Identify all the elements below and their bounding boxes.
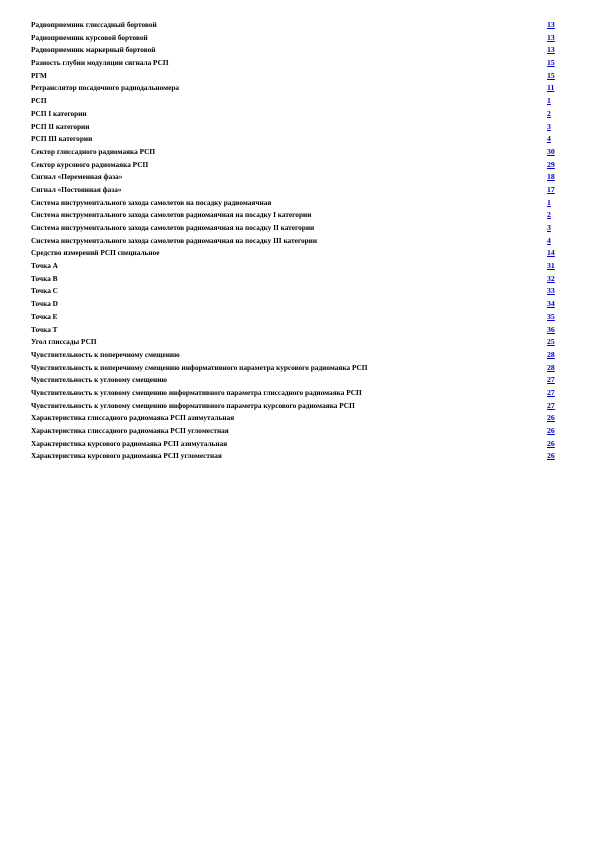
index-term: Разность глубин модуляции сигнала РСП bbox=[31, 58, 169, 68]
page-number-link[interactable]: 33 bbox=[547, 286, 555, 296]
index-entry bbox=[31, 260, 561, 273]
index-term: Чувствительность к поперечному смещению информативного параметра курсового радиомаяка РСП bbox=[31, 362, 368, 372]
page-number-link[interactable]: 32 bbox=[547, 273, 555, 283]
index-entry bbox=[31, 387, 561, 400]
index-entry bbox=[31, 184, 561, 197]
page-number-link[interactable]: 36 bbox=[547, 324, 555, 334]
page-number-link[interactable]: 28 bbox=[547, 362, 555, 372]
page-number-link[interactable]: 27 bbox=[547, 387, 555, 397]
page-number-link[interactable]: 26 bbox=[547, 438, 555, 448]
page-number-link[interactable]: 34 bbox=[547, 299, 555, 309]
index-entry bbox=[31, 298, 561, 311]
index-term: Система инструментального захода самолетов радиомаячная на посадку III категории bbox=[31, 235, 318, 245]
index-term: РСП bbox=[31, 96, 47, 106]
page-number-link[interactable]: 25 bbox=[547, 337, 555, 347]
index-entry bbox=[31, 438, 561, 451]
index-entry bbox=[31, 209, 561, 222]
index-entry bbox=[31, 171, 561, 184]
page-number-link[interactable]: 2 bbox=[547, 210, 551, 220]
index-term: Система инструментального захода самолетов на посадку радиомаячная bbox=[31, 197, 272, 207]
index-entry bbox=[31, 146, 561, 159]
page-number-link[interactable]: 3 bbox=[547, 121, 551, 131]
page-number-link[interactable]: 15 bbox=[547, 70, 555, 80]
index-term: Точка Т bbox=[31, 324, 58, 334]
index-entry bbox=[31, 400, 561, 413]
page-number-link[interactable]: 1 bbox=[547, 197, 551, 207]
index-entry bbox=[31, 336, 561, 349]
page-number-link[interactable]: 35 bbox=[547, 311, 555, 321]
page-number-link[interactable]: 27 bbox=[547, 375, 555, 385]
index-entry bbox=[31, 285, 561, 298]
alphabetical-index bbox=[31, 19, 561, 463]
index-entry bbox=[31, 44, 561, 57]
page-number-link[interactable]: 4 bbox=[547, 235, 551, 245]
index-entry bbox=[31, 19, 561, 32]
index-term: Система инструментального захода самолетов радиомаячная на посадку I категории bbox=[31, 210, 312, 220]
index-entry bbox=[31, 235, 561, 248]
page-number-link[interactable]: 13 bbox=[547, 45, 555, 55]
index-term: Сигнал «Постоянная фаза» bbox=[31, 184, 122, 194]
index-term: Сектор глиссадного радиомаяка РСП bbox=[31, 146, 156, 156]
index-entry bbox=[31, 273, 561, 286]
index-term: Угол глиссады РСП bbox=[31, 337, 97, 347]
page-number-link[interactable]: 28 bbox=[547, 349, 555, 359]
index-term: Характеристика курсового радиомаяка РСП азимутальная bbox=[31, 438, 228, 448]
index-term: РСП I категории bbox=[31, 108, 87, 118]
index-entry bbox=[31, 95, 561, 108]
page-number-link[interactable]: 17 bbox=[547, 184, 555, 194]
index-term: Сектор курсового радиомаяка РСП bbox=[31, 159, 149, 169]
index-entry bbox=[31, 247, 561, 260]
page-number-link[interactable]: 2 bbox=[547, 108, 551, 118]
page-number-link[interactable]: 26 bbox=[547, 451, 555, 461]
page-number-link[interactable]: 1 bbox=[547, 96, 551, 106]
page-number-link[interactable]: 27 bbox=[547, 400, 555, 410]
index-term: РГМ bbox=[31, 70, 47, 80]
index-term: Чувствительность к угловому смещению информативного параметра глиссадного радиомаяка РСП bbox=[31, 387, 362, 397]
page-number-link[interactable]: 18 bbox=[547, 172, 555, 182]
page-number-link[interactable]: 13 bbox=[547, 32, 555, 42]
index-entry bbox=[31, 108, 561, 121]
page-number-link[interactable]: 26 bbox=[547, 426, 555, 435]
index-term: РСП III категории bbox=[31, 134, 93, 144]
page-number-link[interactable]: 3 bbox=[547, 223, 551, 232]
index-entry bbox=[31, 311, 561, 324]
index-entry bbox=[31, 133, 561, 146]
index-entry bbox=[31, 450, 561, 463]
index-entry bbox=[31, 324, 561, 337]
index-term: Точка Е bbox=[31, 311, 58, 321]
page-number-link[interactable]: 30 bbox=[547, 146, 555, 156]
index-entry bbox=[31, 412, 561, 425]
page-number-link[interactable]: 31 bbox=[547, 261, 555, 271]
index-entry bbox=[31, 362, 561, 375]
index-entry bbox=[31, 82, 561, 95]
index-term: Чувствительность к угловому смещению bbox=[31, 375, 167, 385]
index-term: Точка В bbox=[31, 273, 58, 283]
index-term: Точка С bbox=[31, 286, 58, 296]
page-number-link[interactable]: 15 bbox=[547, 58, 555, 68]
page-number-link[interactable]: 4 bbox=[547, 134, 551, 144]
index-entry bbox=[31, 222, 561, 235]
index-entry bbox=[31, 32, 561, 45]
index-term: Радиоприемник курсовой бортовой bbox=[31, 32, 148, 42]
index-entry bbox=[31, 374, 561, 387]
index-term: Характеристика глиссадного радиомаяка РСП угломестная bbox=[31, 426, 229, 435]
index-term: Характеристика глиссадного радиомаяка РСП азимутальная bbox=[31, 413, 235, 423]
index-term: Характеристика курсового радиомаяка РСП угломестная bbox=[31, 451, 222, 461]
index-entry bbox=[31, 57, 561, 70]
page-number-link[interactable]: 26 bbox=[547, 413, 555, 423]
index-entry bbox=[31, 425, 561, 438]
index-term: Радиоприемник маркерный бортовой bbox=[31, 45, 156, 55]
page-number-link[interactable]: 11 bbox=[547, 83, 555, 93]
index-term: Точка А bbox=[31, 261, 58, 271]
index-entry bbox=[31, 121, 561, 134]
index-term: Система инструментального захода самолетов радиомаячная на посадку II категории bbox=[31, 223, 315, 232]
index-term: Ретранслятор посадочного радиодальномера bbox=[31, 83, 180, 93]
index-entry bbox=[31, 349, 561, 362]
index-term: Чувствительность к поперечному смещению bbox=[31, 349, 180, 359]
index-entry bbox=[31, 70, 561, 83]
page-number-link[interactable]: 13 bbox=[547, 20, 555, 29]
index-term: Чувствительность к угловому смещению информативного параметра курсового радиомаяка РСП bbox=[31, 400, 355, 410]
index-term: Радиоприемник глиссадный бортовой bbox=[31, 20, 157, 29]
index-term: РСП II категории bbox=[31, 121, 90, 131]
index-entry bbox=[31, 159, 561, 172]
index-entry bbox=[31, 197, 561, 210]
index-term: Точка D bbox=[31, 299, 58, 309]
index-term: Средство измерений РСП специальное bbox=[31, 248, 160, 258]
page-number-link[interactable]: 14 bbox=[547, 248, 555, 258]
index-term: Сигнал «Переменная фаза» bbox=[31, 172, 123, 182]
page-number-link[interactable]: 29 bbox=[547, 159, 555, 169]
